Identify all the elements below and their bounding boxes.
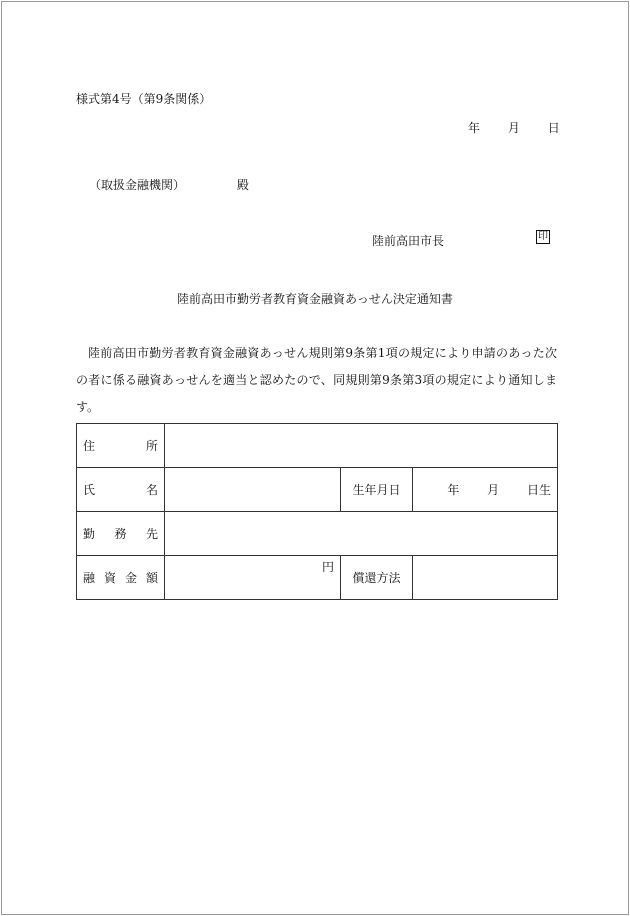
name-value-field[interactable] — [165, 468, 341, 512]
body-paragraph: 陸前高田市勤労者教育資金融資あっせん規則第9条第1項の規定により申請のあった次の者に係る融資あっせんを適当と認めたので、同規則第9条第3項の規定により通知します。 — [76, 346, 557, 414]
addressee-honorific: 殿 — [236, 178, 249, 192]
workplace-label-char: 務 — [114, 527, 127, 541]
table-row-address — [77, 424, 558, 468]
date-month-label: 月 — [507, 121, 520, 135]
body-text — [76, 340, 557, 421]
address-label-char: 所 — [145, 439, 158, 453]
workplace-label-cell — [77, 512, 165, 556]
seal-mark: 印 — [538, 231, 548, 242]
birth-day-label: 日生 — [527, 483, 552, 497]
name-label-cell — [77, 468, 165, 512]
applicant-table — [76, 423, 558, 600]
loan-amount-label-char: 資 — [103, 571, 116, 585]
address-label-cell — [77, 424, 165, 468]
date-year-label: 年 — [468, 121, 481, 135]
date-day-label: 日 — [547, 121, 560, 135]
table-row-loan — [77, 556, 558, 600]
document-title: 陸前高田市勤労者教育資金融資あっせん決定通知書 — [177, 292, 453, 306]
repayment-label: 償還方法 — [341, 556, 413, 600]
name-label-char: 氏 — [83, 483, 96, 497]
workplace-label-char: 勤 — [83, 527, 96, 541]
yen-unit-label: 円 — [321, 560, 334, 574]
loan-amount-label-cell — [77, 556, 165, 600]
loan-amount-value-field[interactable] — [165, 556, 341, 600]
workplace-value-field[interactable] — [165, 512, 558, 556]
addressee — [89, 176, 249, 193]
form-number: 様式第4号（第9条関係） — [76, 92, 212, 106]
address-value-field[interactable] — [165, 424, 558, 468]
addressee-name: （取扱金融機関） — [89, 178, 186, 192]
loan-amount-label-char: 融 — [83, 571, 96, 585]
birthdate-value-field[interactable] — [413, 468, 558, 512]
birth-year-label: 年 — [447, 483, 460, 497]
repayment-value-field[interactable] — [413, 556, 558, 600]
table-row-name — [77, 468, 558, 512]
loan-amount-label-char: 金 — [124, 571, 137, 585]
address-label-char: 住 — [83, 439, 96, 453]
birth-month-label: 月 — [487, 483, 500, 497]
issue-date — [468, 119, 560, 136]
name-label-char: 名 — [145, 483, 158, 497]
workplace-label-char: 先 — [145, 527, 158, 541]
table-row-workplace — [77, 512, 558, 556]
loan-amount-label-char: 額 — [145, 571, 158, 585]
birthdate-label: 生年月日 — [341, 468, 413, 512]
issuer-title: 陸前高田市長 — [372, 234, 445, 248]
